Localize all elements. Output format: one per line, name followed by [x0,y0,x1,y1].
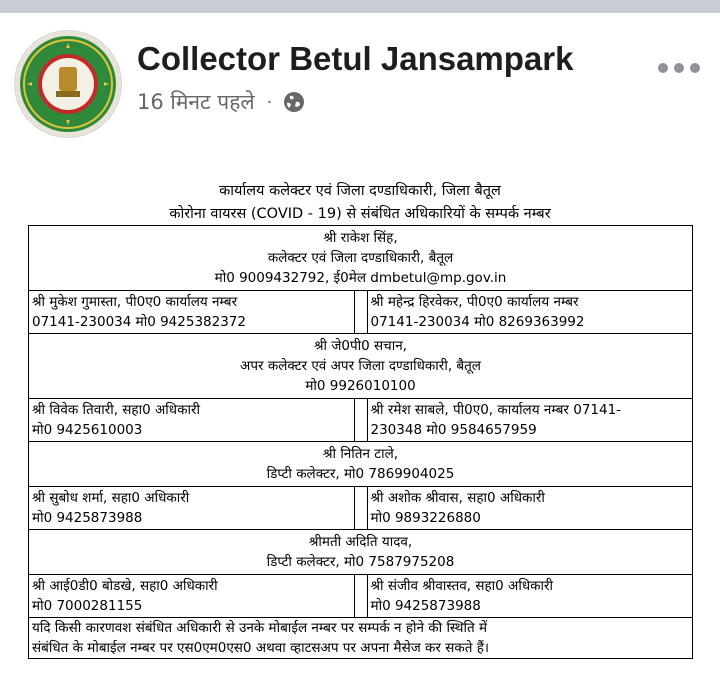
meta-separator: · [266,91,273,113]
assistant-name: श्री अशोक श्रीवास, सहा0 अधिकारी [370,490,545,506]
contact-note [29,618,692,658]
assistant-right [367,575,693,617]
officer-designation: कलेक्टर एवं जिला दण्डाधिकारी, बैतूल [267,250,454,266]
assistant-phone: मो0 9425873988 [32,510,143,526]
officer-designation: अपर कलेक्टर एवं अपर जिला दण्डाधिकारी, बैतूल [240,358,481,374]
more-options-button[interactable] [658,63,700,73]
officer-name: श्री नितिन टाले, [322,446,399,462]
officer-name: श्री जे0पी0 सचान, [314,338,407,354]
assistant-left [29,487,355,529]
page-avatar[interactable] [14,30,122,138]
assistant-row [29,399,692,442]
assistant-phone: मो0 7000281155 [32,598,143,614]
note-line: यदि किसी कारणवश संबंधित अधिकारी से उनके मोबाईल नम्बर पर सम्पर्क न होने की स्थिति में [32,620,488,636]
post-time[interactable]: 16 मिनट पहले [137,90,255,114]
officer-block-header [29,530,692,575]
assistant-left [29,575,355,617]
officer-name: श्रीमती अदिति यादव, [308,534,413,550]
assistant-row [29,487,692,530]
assistant-phone: 07141-230034 मो0 9425382372 [32,314,246,330]
assistant-left [29,399,355,441]
document-header-subject: कोरोना वायरस (COVID - 19) से संबंधित अधिकारियों के सम्पर्क नम्बर [169,206,551,222]
assistant-name: श्री सुबोध शर्मा, सहा0 अधिकारी [32,490,190,506]
globe-icon[interactable] [282,90,306,114]
assistant-name: श्री आई0डी0 बोडखे, सहा0 अधिकारी [32,578,218,594]
officer-designation: डिप्टी कलेक्टर, मो0 7869904025 [266,466,455,482]
post-meta [137,88,306,116]
assistant-right [367,291,693,333]
more-dots-icon [658,63,668,73]
assistant-row [29,291,692,334]
assistant-phone: मो0 9425873988 [370,598,481,614]
more-dots-icon [674,63,684,73]
document-header-office: कार्यालय कलेक्टर एवं जिला दण्डाधिकारी, जिला बैतूल [219,183,501,199]
mp-emblem-icon [15,31,121,137]
assistant-phone: 07141-230034 मो0 8269363992 [370,314,585,330]
assistant-phone: मो0 9425610003 [32,422,143,438]
assistant-right [367,399,693,441]
assistant-row [29,575,692,618]
more-dots-icon [690,63,700,73]
page-name-link[interactable]: Collector Betul Jansampark [137,40,574,77]
officer-block-header [29,442,692,487]
assistant-name: श्री विवेक तिवारी, सहा0 अधिकारी [32,402,200,418]
assistant-name: श्री महेन्द्र हिरवेकर, पी0ए0 कार्यालय नम्बर [370,294,579,310]
assistant-name: श्री रमेश साबले, पी0ए0, कार्यालय नम्बर 07141- [370,402,622,418]
assistant-left [29,291,355,333]
top-bar [0,0,720,13]
officer-block-header [29,226,692,291]
note-line: संबंधित के मोबाईल नम्बर पर एस0एम0एस0 अथवा व्हाटसअप पर अपना मैसेज कर सकते हैं। [32,640,489,656]
officer-name: श्री राकेश सिंह, [323,230,398,246]
assistant-phone: मो0 9893226880 [370,510,481,526]
assistant-right [367,487,693,529]
officer-contact: मो0 9926010100 [305,378,416,394]
assistant-name: श्री संजीव श्रीवास्तव, सहा0 अधिकारी [370,578,554,594]
assistant-phone: 230348 मो0 9584657959 [370,422,537,438]
officer-block-header [29,334,692,399]
officer-designation: डिप्टी कलेक्टर, मो0 7587975208 [266,554,455,570]
contact-table [28,225,693,659]
assistant-name: श्री मुकेश गुमास्ता, पी0ए0 कार्यालय नम्बर [32,294,238,310]
officer-contact: मो0 9009432792, ई0मेल dmbetul@mp.gov.in [214,270,507,286]
